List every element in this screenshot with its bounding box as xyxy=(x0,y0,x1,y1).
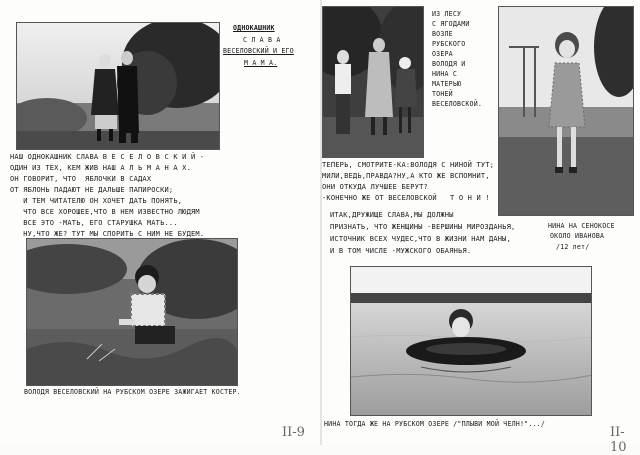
left-line-1: НАШ ОДНОКАШНИК СЛАВА В Е С Е Л О В С К И Й - xyxy=(10,153,205,161)
berries-caption-line-8: МАТЕРЬЮ xyxy=(432,80,462,88)
berries-caption-line-6: ВОЛОДЯ И xyxy=(432,60,466,68)
left-album-page xyxy=(0,0,322,445)
right-p2-line-2: ПРИЗНАТЬ, ЧТО ЖЕНЩИНЫ -ВЕРШИНЫ МИРОЗДАНЬЯ, xyxy=(330,223,516,231)
title-line-2: С Л А В А xyxy=(243,36,281,44)
left-line-4: ОТ ЯБЛОНЬ ПАДАЮТ НЕ ДАЛЬШЕ ПАПИРОСКИ; xyxy=(10,186,174,194)
title-line-4: М А М А. xyxy=(244,59,278,67)
photo-mother-and-son xyxy=(16,22,220,150)
berries-caption-line-7: НИНА С xyxy=(432,70,458,78)
photo-girl-swimming xyxy=(350,266,592,416)
right-p1-line-2: МИЛИ,ВЕДЬ,ПРАВДА?НУ,А КТО ЖЕ ВСПОМНИТ, xyxy=(322,172,490,180)
berries-caption-line-1: ИЗ ЛЕСУ xyxy=(432,10,462,18)
left-line-3: ОН ГОВОРИТ, ЧТО ЯБЛОЧКИ В САДАХ xyxy=(10,175,152,183)
berries-caption-line-2: С ЯГОДАМИ xyxy=(432,20,470,28)
berries-caption-line-5: ОЗЕРА xyxy=(432,50,453,58)
left-line-2: ОДИН ИЗ ТЕХ, КЕМ ЖИВ НАШ А Л Ь М А Н А Х. xyxy=(10,164,191,172)
right-bottom-caption: НИНА ТОГДА ЖЕ НА РУБСКОМ ОЗЕРЕ /"ПЛЫВИ МОЙ ЧЕЛН!".../ xyxy=(324,420,545,428)
photo-girl-at-haymaking xyxy=(498,6,634,216)
girl-caption-line-3: /12 лет/ xyxy=(556,243,590,251)
photo-boy-at-lake xyxy=(26,238,238,386)
right-p1-line-4: -КОНЕЧНО ЖЕ ОТ ВЕСЕЛОВСКОЙ Т О Н И ! xyxy=(322,194,490,202)
right-p1-line-1: ТЕПЕРЬ, СМОТРИТЕ-КА:ВОЛОДЯ С НИНОЙ ТУТ; xyxy=(322,161,495,169)
page-number-left: II-9 xyxy=(282,425,305,440)
berries-caption-line-10: ВЕСЕЛОВСКОЙ. xyxy=(432,100,483,108)
left-line-6: ЧТО ВСЕ ХОРОШЕЕ,ЧТО В НЕМ ИЗВЕСТНО ЛЮДЯМ xyxy=(10,208,200,216)
title-line-1: ОДНОКАШНИК xyxy=(233,24,275,32)
left-line-7: ВСЕ ЭТО -МАТЬ, ЕГО СТАРУШКА МАТЬ... xyxy=(10,219,178,227)
left-line-8: НУ,ЧТО ЖЕ? ТУТ МЫ СПОРИТЬ С НИМ НЕ БУДЕМ. xyxy=(10,230,205,238)
girl-caption-line-1: НИНА НА СЕНОКОСЕ xyxy=(548,222,615,230)
right-p2-line-3: ИСТОЧНИК ВСЕХ ЧУДЕС,ЧТО В ЖИЗНИ НАМ ДАНЫ, xyxy=(330,235,511,243)
photo-berries-group xyxy=(322,6,424,158)
page-number-right: II-10 xyxy=(610,425,627,455)
girl-caption-line-2: ОКОЛО ИВАНОВА xyxy=(550,232,605,240)
berries-caption-line-3: ВОЗЛЕ xyxy=(432,30,453,38)
title-line-3: ВЕСЕЛОВСКИЙ И ЕГО xyxy=(223,47,294,55)
left-bottom-caption: ВОЛОДЯ ВЕСЕЛОВСКИЙ НА РУБСКОМ ОЗЕРЕ ЗАЖИГАЕТ КОСТЕР. xyxy=(24,388,241,396)
right-album-page xyxy=(322,0,640,455)
berries-caption-line-9: ТОНЕЙ xyxy=(432,90,453,98)
berries-caption-line-4: РУБСКОГО xyxy=(432,40,466,48)
right-p2-line-1: ИТАК,ДРУЖИЩЕ СЛАВА,МЫ ДОЛЖНЫ xyxy=(330,211,454,219)
left-line-5: И ТЕМ ЧИТАТЕЛЮ ОН ХОЧЕТ ДАТЬ ПОНЯТЬ, xyxy=(10,197,183,205)
right-p2-line-4: И В ТОМ ЧИСЛЕ -МУЖСКОГО ОБАЯНЬЯ. xyxy=(330,247,472,255)
right-p1-line-3: ОНИ ОТКУДА ЛУЧШЕЕ БЕРУТ? xyxy=(322,183,428,191)
